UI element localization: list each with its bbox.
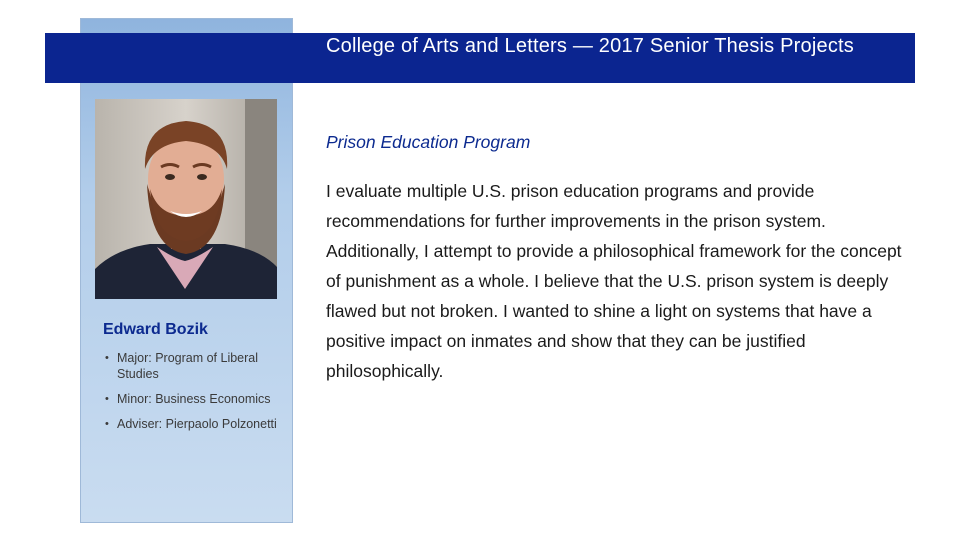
bullet-icon: • (105, 393, 109, 405)
minor-text: Minor: Business Economics (117, 392, 271, 406)
bullet-icon: • (105, 418, 109, 430)
student-name: Edward Bozik (103, 321, 208, 338)
slide-title: College of Arts and Letters — 2017 Senior Thesis Projects (326, 35, 854, 57)
adviser-text: Adviser: Pierpaolo Polzonetti (117, 417, 277, 431)
project-title: Prison Education Program (326, 132, 531, 152)
major-fact (103, 350, 283, 382)
bullet-icon: • (105, 352, 109, 364)
student-portrait (95, 99, 277, 299)
student-facts-list (103, 350, 283, 441)
major-text: Major: Program of Liberal Studies (117, 351, 259, 381)
adviser-fact (103, 416, 283, 432)
project-abstract: I evaluate multiple U.S. prison education programs and provide recommendations for further improvements in the prison system. Additionally, I attempt to provide a philosophical framework for the concept of punishment as a whole. I believe that the U.S. prison system is deeply flawed but not broken. I wanted to shine a light on systems that have a positive impact on inmates and show that they can be justified philosophically. (326, 181, 902, 381)
minor-fact (103, 391, 283, 407)
